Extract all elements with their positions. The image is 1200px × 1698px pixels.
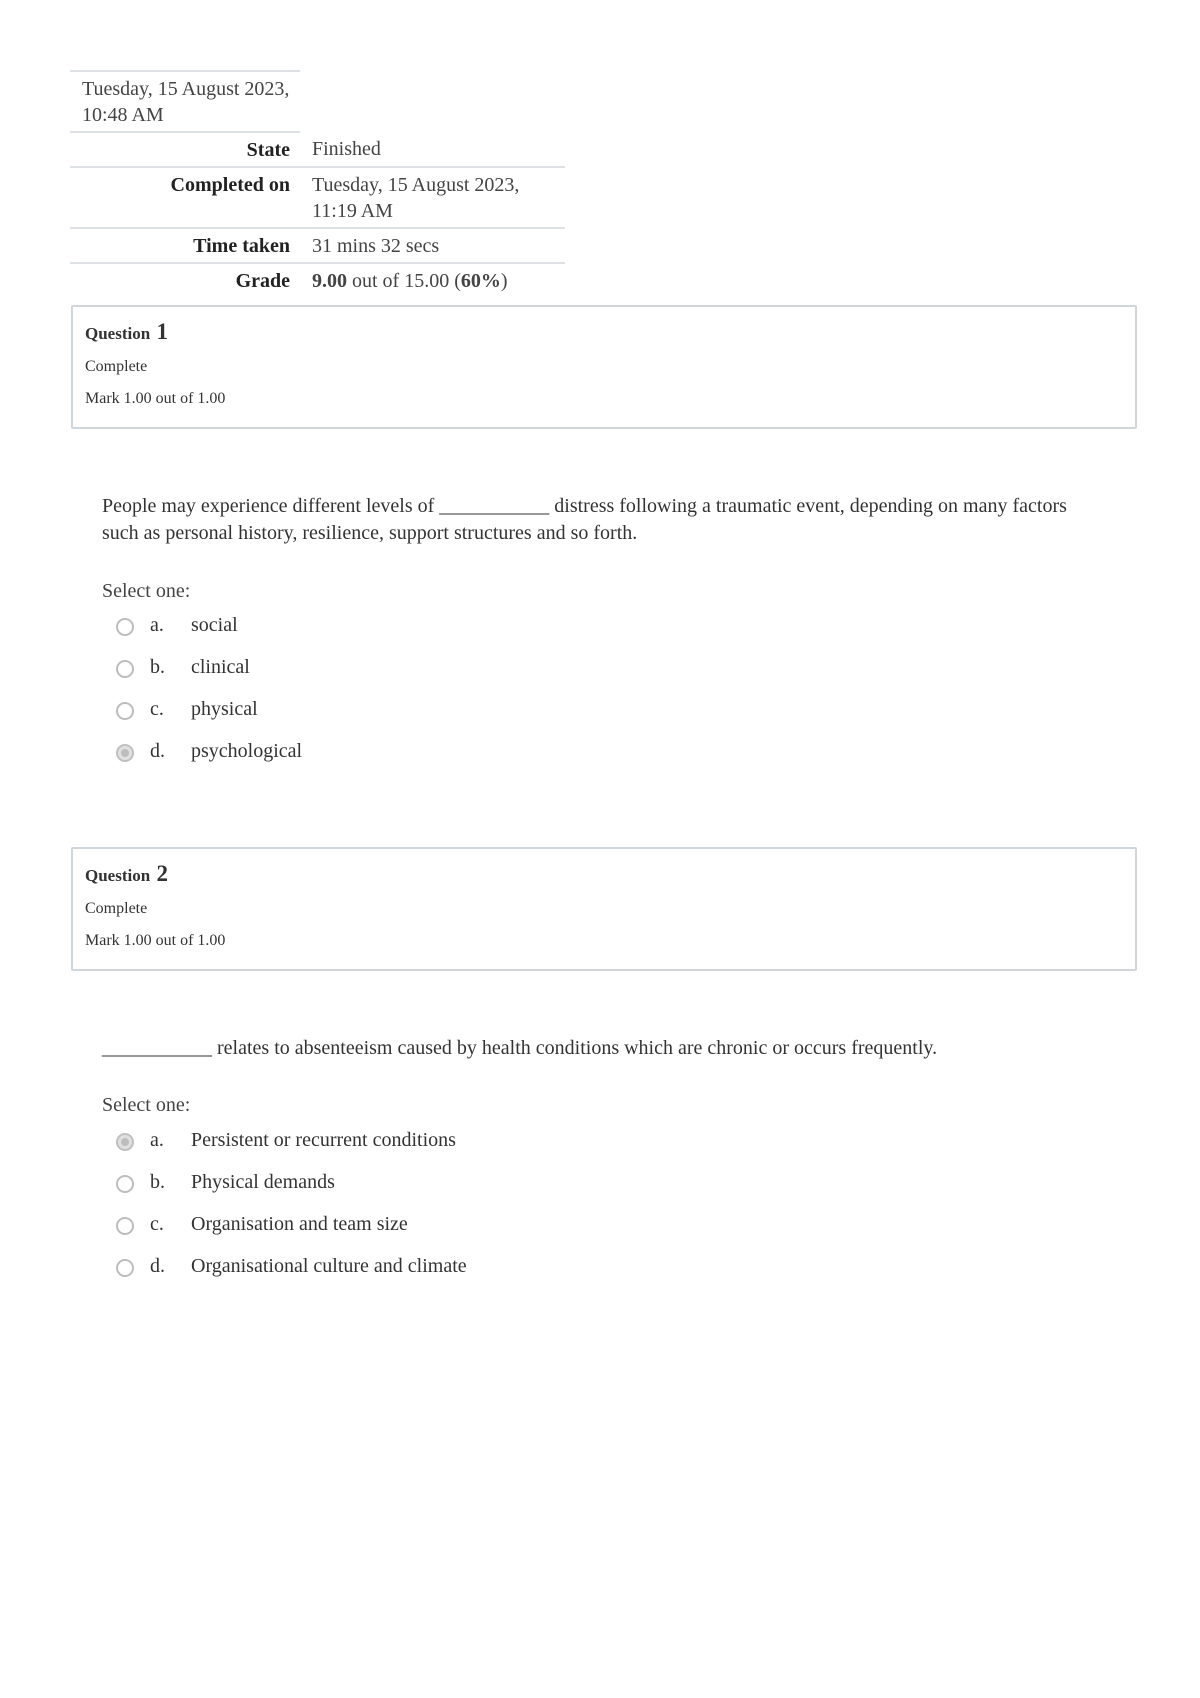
option-text: social xyxy=(191,614,238,636)
time-taken-label: Time taken xyxy=(193,235,290,257)
summary-row-started xyxy=(70,71,565,132)
completed-on-label: Completed on xyxy=(170,174,290,196)
question-2-title xyxy=(85,861,1123,887)
started-on-value: Tuesday, 15 August 2023, 10:48 AM xyxy=(70,71,300,132)
radio-button[interactable] xyxy=(116,618,134,636)
grade-percent: 60% xyxy=(460,270,501,292)
option-letter: d. xyxy=(150,740,165,762)
option-text: Organisation and team size xyxy=(191,1213,408,1235)
radio-button-selected[interactable] xyxy=(116,1133,134,1151)
radio-button[interactable] xyxy=(116,1259,134,1277)
option-text: physical xyxy=(191,698,258,720)
option-letter: a. xyxy=(150,614,164,636)
option-letter: c. xyxy=(150,698,164,720)
time-taken-value: 31 mins 32 secs xyxy=(312,235,440,257)
question-2-text: ___________ relates to absenteeism caused by health conditions which are chronic or occurs frequently. xyxy=(102,1037,938,1059)
question-2-mark: Mark 1.00 out of 1.00 xyxy=(85,932,226,949)
summary-row-time xyxy=(70,228,565,263)
radio-button[interactable] xyxy=(116,1217,134,1235)
radio-button-selected[interactable] xyxy=(116,744,134,762)
option-letter: b. xyxy=(150,1171,165,1193)
question-1-mark: Mark 1.00 out of 1.00 xyxy=(85,390,226,407)
summary-row-completed xyxy=(70,167,565,228)
grade-close: ) xyxy=(500,270,508,292)
question-number: 1 xyxy=(156,319,168,344)
option-text: Organisational culture and climate xyxy=(191,1255,467,1277)
state-label: State xyxy=(246,139,290,161)
option-letter: b. xyxy=(150,656,165,678)
question-label: Question xyxy=(85,324,151,343)
question-2-state: Complete xyxy=(85,900,148,917)
summary-row-grade xyxy=(70,263,565,297)
question-1-info xyxy=(71,305,1137,429)
completed-on-value: Tuesday, 15 August 2023, 11:19 AM xyxy=(312,174,520,222)
radio-button[interactable] xyxy=(116,702,134,720)
question-number: 2 xyxy=(156,861,168,886)
option-letter: c. xyxy=(150,1213,164,1235)
question-1-text: People may experience different levels of ___________ distress following a traumatic event, depending on many factors such as personal history, resilience, support structures and so forth. xyxy=(102,495,1067,544)
option-letter: a. xyxy=(150,1129,164,1151)
question-1-prompt: Select one: xyxy=(102,580,191,602)
option-letter: d. xyxy=(150,1255,165,1277)
state-value: Finished xyxy=(312,138,381,160)
radio-button[interactable] xyxy=(116,1175,134,1193)
option-text: Persistent or recurrent conditions xyxy=(191,1129,456,1151)
radio-button[interactable] xyxy=(116,660,134,678)
grade-out-of: out of 15.00 ( xyxy=(352,270,461,292)
question-label: Question xyxy=(85,866,151,885)
attempt-summary-table xyxy=(70,70,565,297)
question-1-title xyxy=(85,319,1123,345)
grade-value xyxy=(300,263,565,297)
option-text: Physical demands xyxy=(191,1171,335,1193)
question-1-state: Complete xyxy=(85,358,148,375)
summary-row-state xyxy=(70,132,565,167)
grade-score: 9.00 xyxy=(312,270,347,292)
question-2-prompt: Select one: xyxy=(102,1094,191,1116)
grade-label: Grade xyxy=(235,270,290,292)
option-text: psychological xyxy=(191,740,303,762)
option-text: clinical xyxy=(191,656,250,678)
question-2-info xyxy=(71,847,1137,971)
